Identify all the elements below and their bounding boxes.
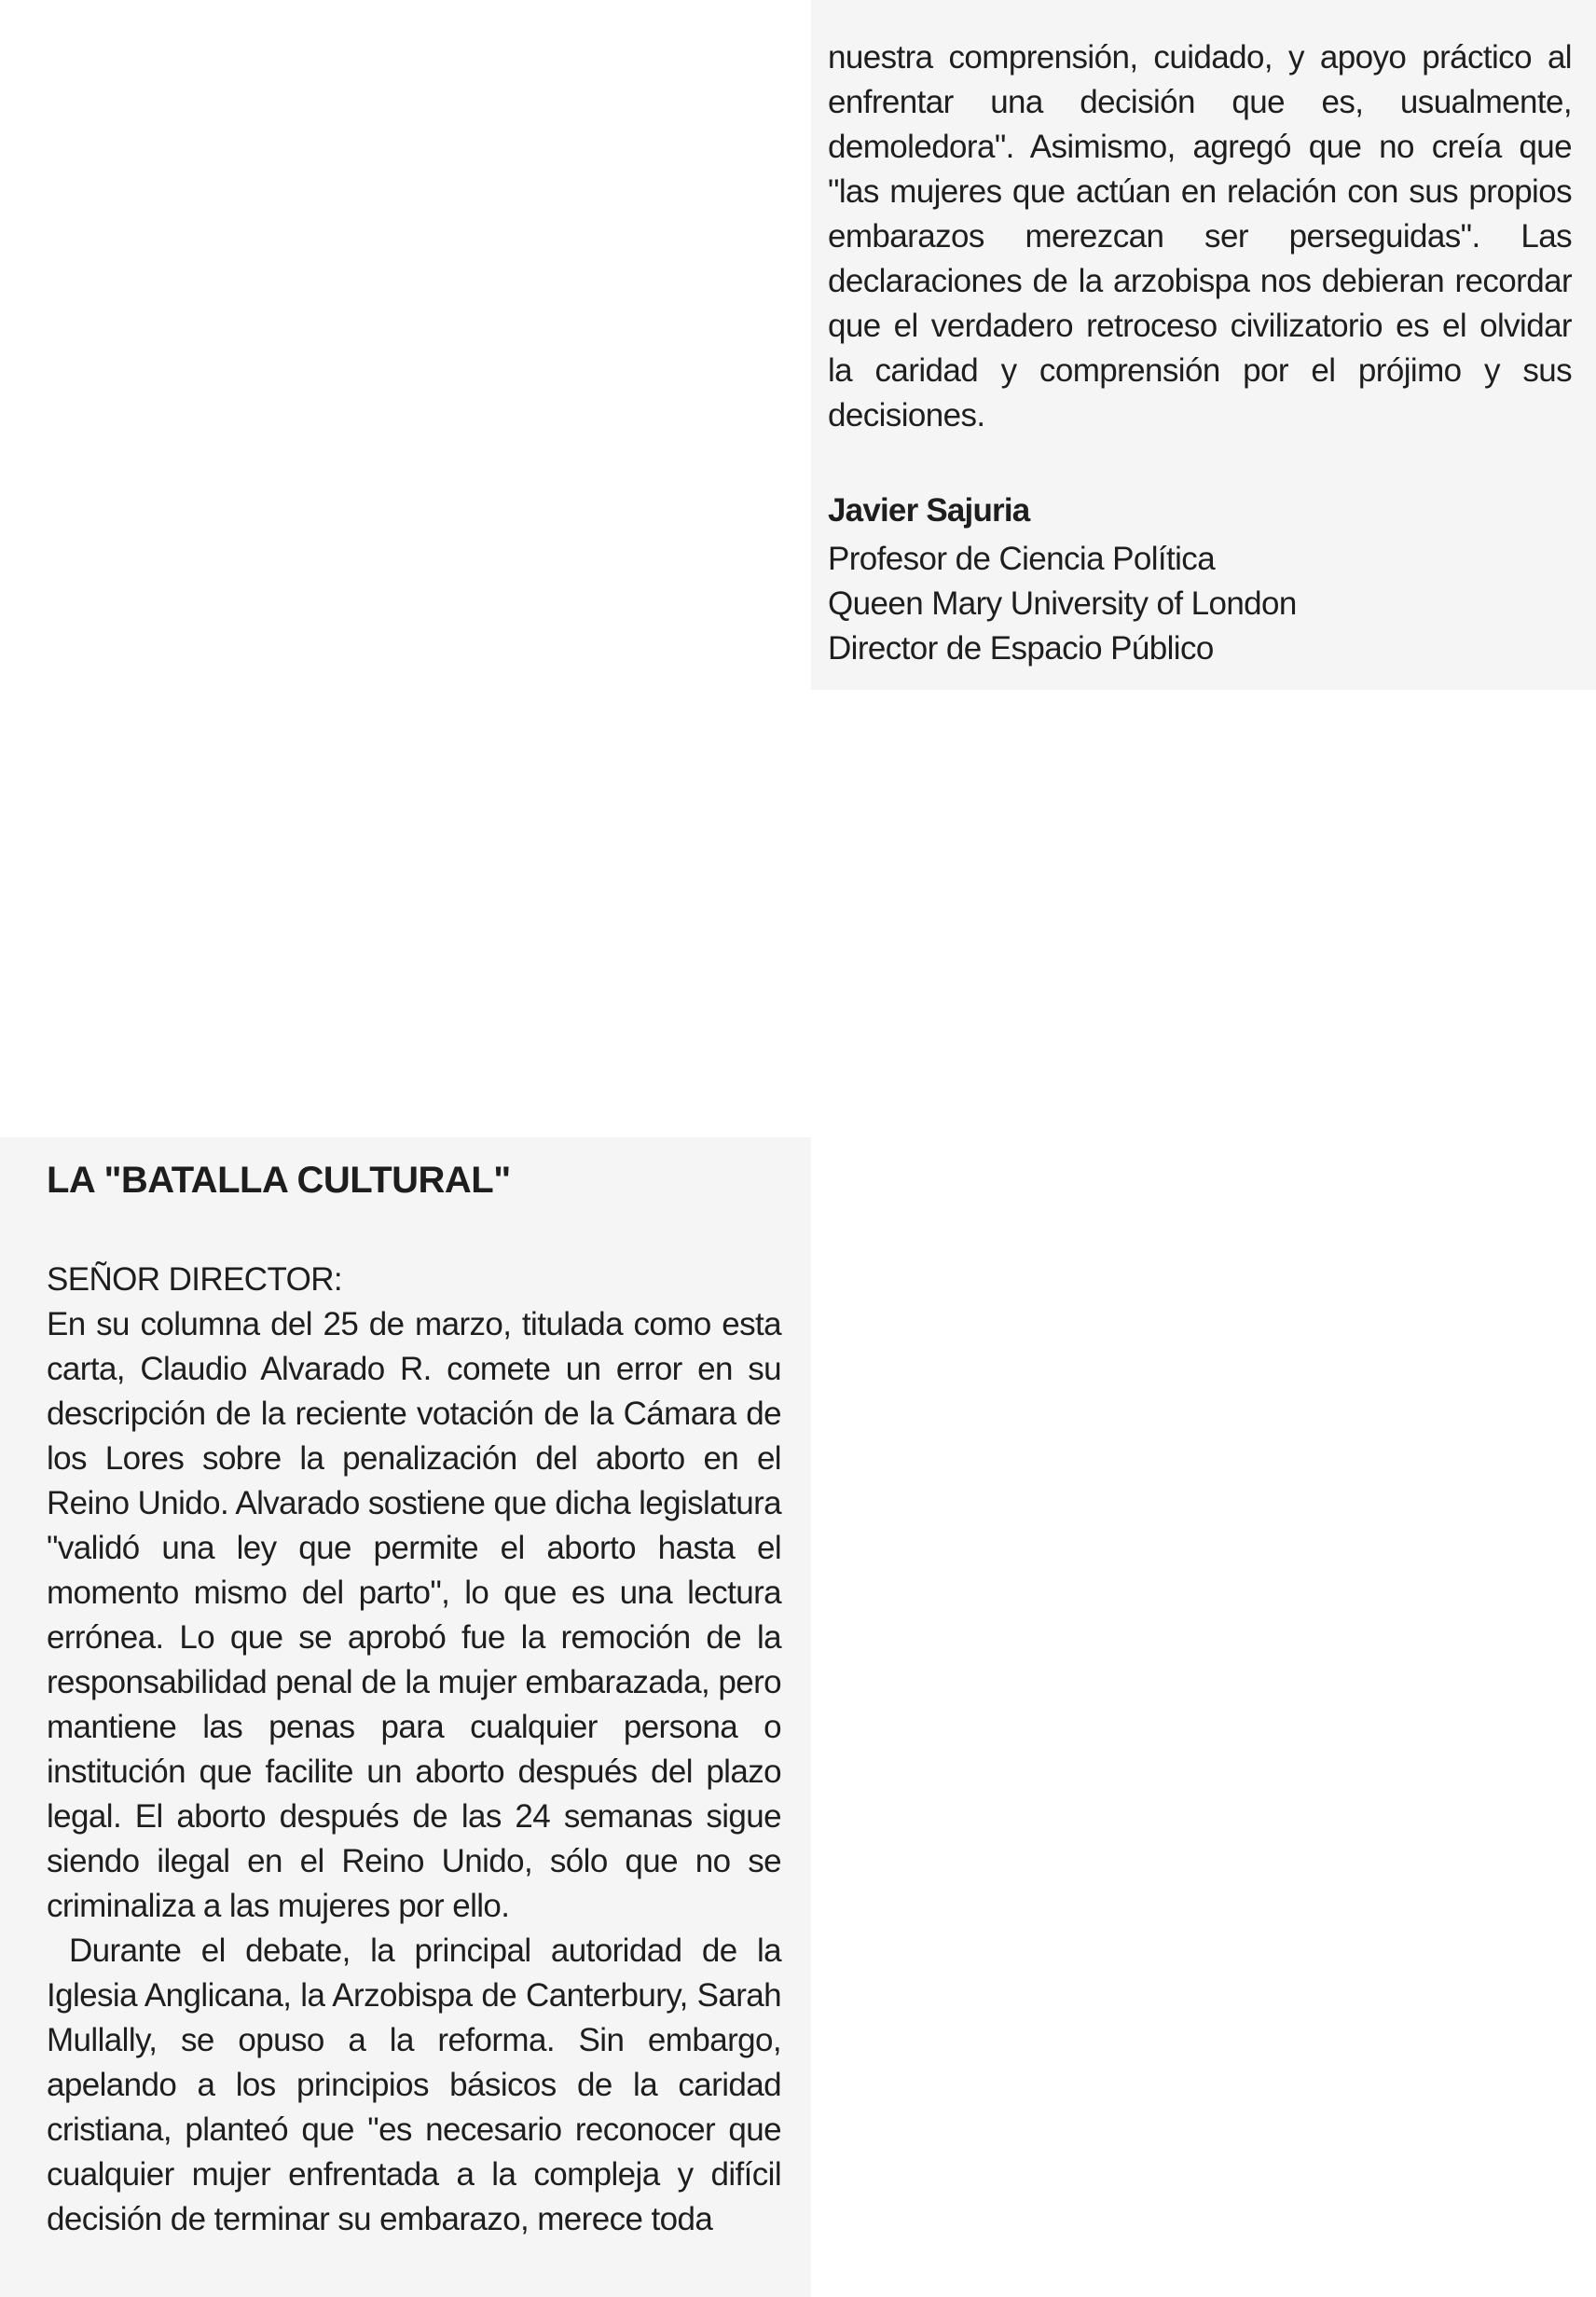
letter-continuation-column — [828, 35, 1572, 671]
signature-block — [828, 485, 1572, 671]
letter-paragraph-2: Durante el debate, la principal autoridad de la Iglesia Anglicana, la Arzobispa de Canterbury, Sarah Mullally, se opuso a la reforma. Sin embargo, apelando a los principios básicos de la caridad cristiana, planteó que "es necesario reconocer que cualquier mujer enfrentada a la compleja y difícil decisión de terminar su embarazo, merece toda — [47, 1933, 781, 2237]
signature-title-1: Profesor de Ciencia Política — [828, 541, 1216, 577]
letter-headline: LA "BATALLA CULTURAL" — [47, 1160, 511, 1201]
letter-paragraph-1: En su columna del 25 de marzo, titulada como esta carta, Claudio Alvarado R. comete un error en su descripción de la reciente votación de la Cámara de los Lores sobre la penalización del aborto en el Reino Unido. Alvarado sostiene que dicha legislatura "validó una ley que permite el aborto hasta el momento mismo del parto", lo que es una lectura errónea. Lo que se aprobó fue la remoción de la responsabilidad penal de la mujer embarazada, pero mantiene las penas para cualquier persona o institución que facilite un aborto después del plazo legal. El aborto después de las 24 semanas sigue siendo ilegal en el Reino Unido, sólo que no se criminaliza a las mujeres por ello. — [47, 1306, 781, 1924]
signature-title-2: Queen Mary University of London — [828, 585, 1297, 622]
signature-name: Javier Sajuria — [828, 492, 1030, 529]
letter-salutation: SEÑOR DIRECTOR: — [47, 1261, 343, 1298]
signature-title-3: Director de Espacio Público — [828, 630, 1214, 667]
letter-continuation-body: nuestra comprensión, cuidado, y apoyo práctico al enfrentar una decisión que es, usualmente, demoledora". Asimismo, agregó que no creía que "las mujeres que actúan en relación con sus propios embarazos merezcan ser perseguidas". Las declaraciones de la arzobispa nos debieran recordar que el verdadero retroceso civilizatorio es el olvidar la caridad y comprensión por el prójimo y sus decisiones. — [828, 39, 1572, 433]
letter-column — [47, 1159, 781, 2242]
